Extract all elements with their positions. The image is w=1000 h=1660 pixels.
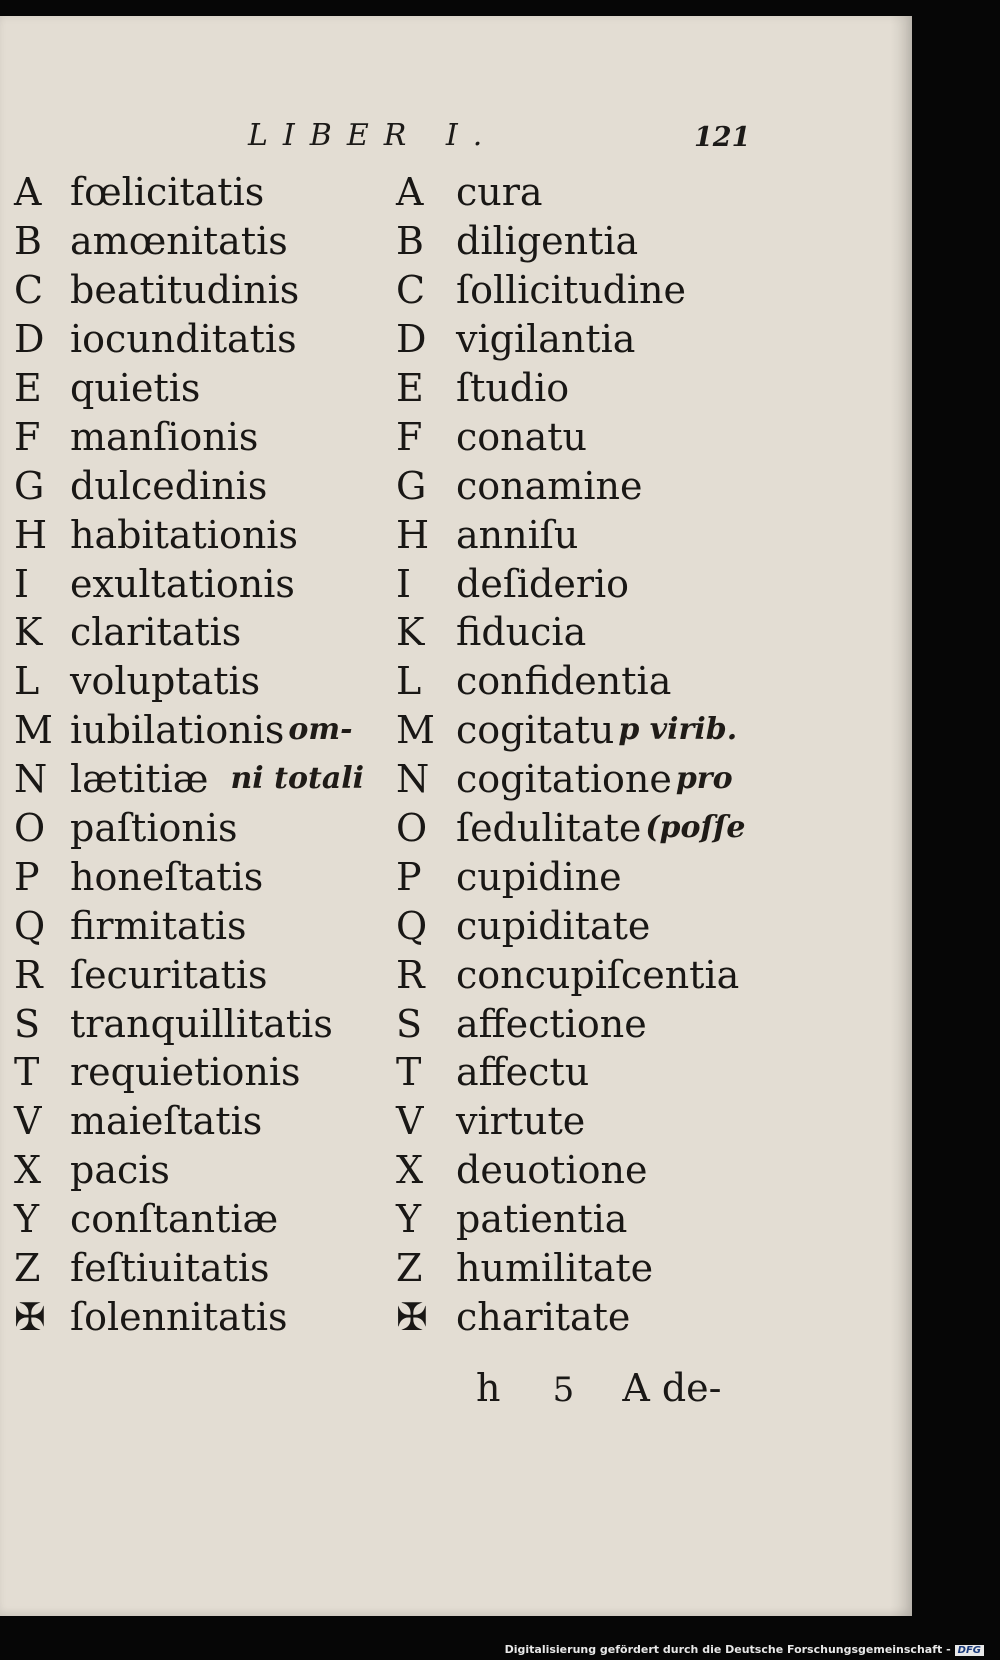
entry-word: manſionis (70, 414, 259, 459)
entry-letter: L (14, 659, 40, 704)
left-entry (14, 364, 414, 413)
entry-letter: A (14, 170, 42, 215)
entry-letter: M (14, 708, 53, 753)
left-entry (14, 1195, 414, 1244)
right-entry (396, 1244, 776, 1293)
entry-letter: B (396, 219, 424, 264)
running-head (0, 116, 912, 166)
entry-letter: T (396, 1050, 422, 1095)
left-entry (14, 657, 414, 706)
entry-letter: T (14, 1050, 40, 1095)
entry-word: concupiſcentia (456, 952, 740, 997)
entry-letter: O (396, 806, 428, 851)
left-entry (14, 608, 414, 657)
right-entry (396, 1146, 776, 1195)
entry-word: honeſtatis (70, 854, 264, 899)
entry-letter: D (14, 317, 45, 362)
right-entry (396, 608, 776, 657)
entry-word: cogitatu (456, 708, 615, 753)
entry-word: deuotione (456, 1148, 648, 1193)
entry-word: habitationis (70, 512, 298, 557)
entry-letter: V (14, 1099, 42, 1144)
right-word-column (396, 168, 776, 1341)
entry-letter: S (396, 1001, 423, 1046)
signature-number: 5 (552, 1370, 575, 1410)
entry-letter: P (14, 854, 40, 899)
entry-word: tranquillitatis (70, 1001, 333, 1046)
entry-word: fœlicitatis (70, 170, 265, 215)
entry-letter: Y (14, 1197, 40, 1242)
entry-word: ſollicitudine (456, 268, 687, 313)
entry-letter: Z (14, 1246, 41, 1291)
entry-word: ſedulitate (456, 806, 642, 851)
right-entry (396, 852, 776, 901)
entry-word: anniſu (456, 512, 579, 557)
left-entry (14, 266, 414, 315)
left-entry (14, 755, 414, 804)
entry-word: cupidine (456, 854, 622, 899)
left-entry (14, 168, 414, 217)
entry-letter: O (14, 806, 46, 851)
entry-letter: N (396, 757, 430, 802)
entry-letter: F (14, 414, 41, 459)
signature-letter: h (476, 1366, 501, 1410)
right-entry (396, 364, 776, 413)
entry-word: quietis (70, 366, 201, 410)
entry-word: pacis (70, 1148, 170, 1193)
entry-word: cura (456, 170, 543, 215)
right-entry (396, 999, 776, 1048)
entry-letter: Y (396, 1197, 422, 1242)
left-entry (14, 217, 414, 266)
entry-word: ſecuritatis (70, 952, 268, 997)
dfg-logo: DFG (955, 1645, 984, 1656)
entry-letter: ✠ (14, 1294, 46, 1339)
entry-word: claritatis (70, 610, 242, 655)
entry-word: dulcedinis (70, 463, 268, 508)
left-entry (14, 412, 414, 461)
entry-word: vigilantia (456, 317, 636, 362)
entry-letter: S (14, 1001, 41, 1046)
entry-word: iubilationis (70, 708, 285, 753)
running-title: LIBER I. (248, 118, 498, 153)
left-entry (14, 510, 414, 559)
entry-letter: D (396, 317, 427, 362)
right-entry (396, 510, 776, 559)
entry-word: conatu (456, 414, 588, 459)
right-entry (396, 168, 776, 217)
entry-word: iocunditatis (70, 317, 297, 362)
entry-word: fiducia (456, 610, 587, 655)
entry-letter: K (14, 610, 43, 655)
entry-letter: F (396, 414, 423, 459)
credit-text: Digitalisierung gefördert durch die Deutsche Forschungsgemeinschaft - (504, 1643, 951, 1656)
margin-note: (poſſe (645, 810, 746, 846)
entry-word: requietionis (70, 1050, 301, 1095)
entry-letter: X (396, 1148, 424, 1193)
margin-note: ni totali (230, 761, 365, 797)
margin-note: om- (288, 712, 353, 748)
book-page (0, 16, 912, 1616)
right-entry (396, 657, 776, 706)
entry-word: paſtionis (70, 806, 238, 851)
entry-word: cupiditate (456, 903, 651, 948)
entry-word: firmitatis (70, 903, 247, 948)
left-entry (14, 315, 414, 364)
entry-letter: Q (14, 903, 46, 948)
entry-letter: Q (396, 903, 428, 948)
entry-letter: C (14, 268, 44, 313)
entry-letter: L (396, 659, 422, 704)
entry-word: affectione (456, 1001, 647, 1046)
left-entry (14, 1292, 414, 1341)
entry-letter: Z (396, 1246, 423, 1291)
left-entry (14, 1244, 414, 1293)
right-entry (396, 1195, 776, 1244)
entry-word: ſolennitatis (70, 1294, 288, 1339)
margin-note: p virib. (618, 712, 738, 748)
right-entry (396, 217, 776, 266)
entry-word: cogitatione (456, 757, 672, 802)
entry-word: amœnitatis (70, 219, 288, 264)
entry-word: confidentia (456, 659, 672, 704)
right-entry (396, 901, 776, 950)
entry-letter: A (396, 170, 424, 215)
entry-word: exultationis (70, 561, 295, 606)
entry-letter: H (14, 512, 48, 557)
left-entry (14, 901, 414, 950)
entry-letter: V (396, 1099, 424, 1144)
entry-letter: E (14, 366, 42, 410)
entry-letter: N (14, 757, 48, 802)
entry-word: ſtudio (456, 366, 570, 410)
entry-letter: K (396, 610, 425, 655)
entry-letter: G (14, 463, 45, 508)
entry-letter: B (14, 219, 42, 264)
entry-word: voluptatis (70, 659, 261, 704)
entry-letter: M (396, 708, 435, 753)
left-entry (14, 804, 414, 853)
right-entry (396, 1292, 776, 1341)
left-entry (14, 706, 414, 755)
left-entry (14, 1097, 414, 1146)
right-entry (396, 1097, 776, 1146)
entry-letter: G (396, 463, 427, 508)
entry-letter: C (396, 268, 426, 313)
margin-note: pro (675, 761, 733, 797)
entry-word: lætitiæ (70, 757, 209, 802)
right-entry (396, 559, 776, 608)
left-entry (14, 950, 414, 999)
right-entry (396, 315, 776, 364)
left-entry (14, 559, 414, 608)
entry-letter: P (396, 854, 422, 899)
entry-word: conamine (456, 463, 643, 508)
left-entry (14, 1048, 414, 1097)
entry-word: charitate (456, 1294, 631, 1339)
right-entry (396, 461, 776, 510)
entry-word: virtute (456, 1099, 586, 1144)
right-entry (396, 804, 776, 853)
right-entry (396, 706, 776, 755)
entry-word: diligentia (456, 219, 639, 264)
catchword: A de- (622, 1366, 722, 1410)
right-entry (396, 950, 776, 999)
page-number: 121 (694, 122, 751, 153)
entry-letter: I (14, 561, 30, 606)
digitization-credit (505, 1643, 984, 1656)
entry-word: affectu (456, 1050, 590, 1095)
entry-letter: X (14, 1148, 42, 1193)
entry-letter: R (396, 952, 425, 997)
right-entry (396, 1048, 776, 1097)
entry-word: humilitate (456, 1246, 654, 1291)
entry-word: beatitudinis (70, 268, 300, 313)
left-word-column (14, 168, 414, 1341)
right-entry (396, 755, 776, 804)
right-entry (396, 266, 776, 315)
entry-letter: R (14, 952, 43, 997)
left-entry (14, 461, 414, 510)
entry-letter: E (396, 366, 424, 410)
catchline (476, 1366, 722, 1410)
left-entry (14, 852, 414, 901)
entry-word: patientia (456, 1197, 628, 1242)
right-entry (396, 412, 776, 461)
entry-letter: I (396, 561, 412, 606)
entry-letter: ✠ (396, 1294, 428, 1339)
entry-letter: H (396, 512, 430, 557)
left-entry (14, 1146, 414, 1195)
left-entry (14, 999, 414, 1048)
entry-word: feſtiuitatis (70, 1246, 270, 1291)
entry-word: maieſtatis (70, 1099, 263, 1144)
entry-word: conſtantiæ (70, 1197, 279, 1242)
entry-word: deſiderio (456, 561, 630, 606)
